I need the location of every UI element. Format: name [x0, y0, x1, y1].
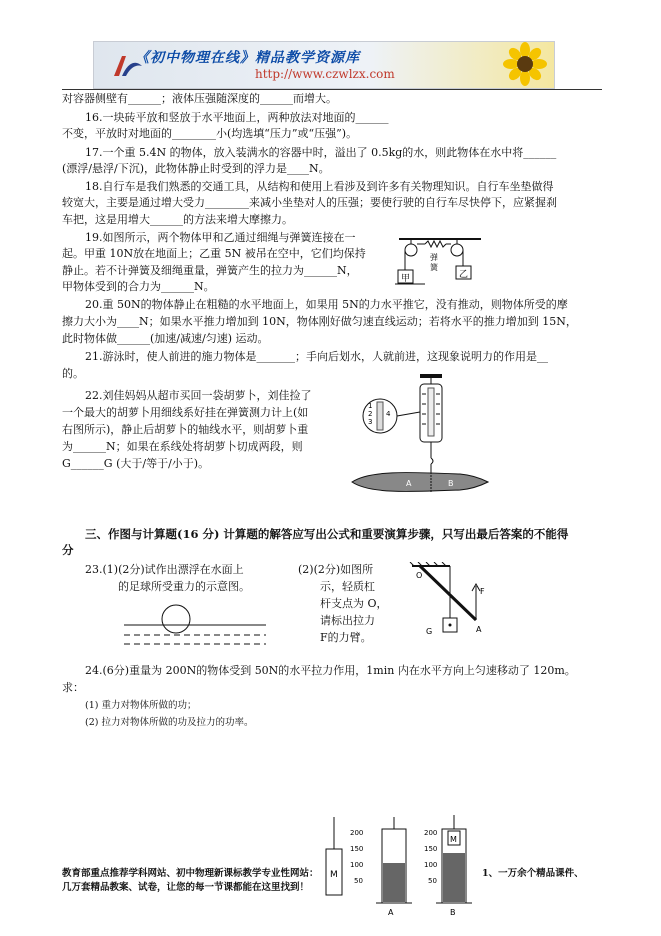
label-spring-1: 弹 [430, 253, 438, 262]
carrot-label-b: B [448, 479, 454, 488]
question-17-line2: (漂浮/悬浮/下沉)，此物体静止时受到的浮力是____N。 [62, 162, 330, 175]
tick-a-200: 200 [350, 829, 364, 837]
cylinder-a [350, 817, 412, 917]
banner-title: 《初中物理在线》精品教学资源库 [135, 50, 360, 66]
spring-pulley-figure [395, 236, 485, 288]
label-spring-2: 簧 [430, 263, 438, 272]
question-20-line2: 擦力大小为____N；如果水平推力增加到 10N，物体刚好做匀速直线运动；若将水平的推力增加到 15N， [62, 315, 577, 328]
carrot-shape [352, 472, 488, 491]
header-rule [62, 89, 602, 90]
label-o: O [416, 571, 423, 580]
label-jia: 甲 [401, 274, 411, 284]
question-24-line4: (2) 拉力对物体所做的功及拉力的功率。 [85, 717, 254, 728]
question-16-line2: 不变，平放时对地面的________小(均选填“压力”或“压强”)。 [62, 127, 358, 140]
question-19-line1: 19.如图所示，两个物体甲和乙通过细绳与弹簧连接在一 [85, 231, 356, 244]
question-24-line1: 24.(6分)重量为 200N的物体受到 50N的水平拉力作用，1min 内在水平方向上匀速移动了 120m。 [85, 664, 576, 677]
scale-num-2: 2 [368, 410, 373, 418]
question-22-line5: G______G (大于/等于/小于)。 [62, 457, 210, 470]
question-16-line1: 16.一块砖平放和竖放于水平地面上，两种放法对地面的______ [85, 111, 389, 124]
question-18-line3: 车把，这是用增大______的方法来增大摩擦力。 [62, 213, 293, 226]
question-18-line1: 18.自行车是我们熟悉的交通工具，从结构和使用上看涉及到许多有关物理知识。自行车坐垫做得 [85, 180, 554, 193]
label-cylinder-a: A [388, 908, 394, 917]
tick-b-200: 200 [424, 829, 438, 837]
question-23-2-line2: 示，轻质杠 [320, 580, 375, 593]
tick-b-150: 150 [424, 845, 438, 853]
question-22-line4: 为______N；如果在系线处将胡萝卜切成两段，则 [62, 440, 303, 453]
label-yi: 乙 [459, 270, 469, 280]
scale-num-4: 4 [386, 410, 391, 418]
label-cylinder-b: B [450, 908, 456, 917]
tick-b-50: 50 [428, 877, 437, 885]
line-l1: 对容器侧壁有______；液体压强随深度的______而增大。 [62, 92, 337, 105]
question-19-line2: 起。甲重 10N放在地面上；乙重 5N 被吊在空中，它们均保持 [62, 247, 366, 260]
question-22-line3: 右图所示)，静止后胡萝卜的轴线水平，则胡萝卜重 [62, 423, 309, 436]
question-21-line2: 的。 [62, 367, 84, 380]
spring-scale-figure [350, 374, 490, 498]
scale-num-3: 3 [368, 418, 373, 426]
ball-icon [162, 605, 190, 633]
tick-a-100: 100 [350, 861, 364, 869]
question-23-2-line5: F的力臂。 [320, 631, 372, 644]
label-g: G [426, 627, 433, 636]
tick-a-50: 50 [354, 877, 363, 885]
label-m-left: M [330, 870, 338, 880]
question-23-line1: 23.(1)(2分)试作出漂浮在水面上 [85, 563, 244, 576]
banner-url[interactable]: http://www.czwlzx.com [255, 67, 395, 81]
section-3-heading: 三、作图与计算题(16 分) 计算题的解答应写出公式和重要演算步骤，只写出最后答案的不能得 [85, 527, 569, 541]
cylinder-b [424, 815, 472, 917]
label-m-right: M [450, 835, 457, 844]
question-19-line4: 甲物体受到的合力为______N。 [62, 280, 215, 293]
pulley-right-icon [451, 244, 463, 256]
question-24-line3: (1) 重力对物体所做的功； [85, 700, 197, 711]
cylinders-figure [320, 815, 480, 919]
question-23-2-line3: 杆支点为 O， [320, 597, 388, 610]
question-21-line1: 21.游泳时，使人前进的施力物体是_______；手向后划水，人就前进，这现象说明力的作用是__ [85, 350, 548, 363]
lever-figure [406, 562, 496, 648]
scale-num-1: 1 [368, 402, 373, 410]
question-20-line3: 此时物体做______(加速/减速/匀速) 运动。 [62, 332, 269, 345]
question-22-line2: 一个最大的胡萝卜用细线系好挂在弹簧测力计上(如 [62, 406, 309, 419]
question-23-line2: 的足球所受重力的示意图。 [118, 580, 250, 593]
tick-a-150: 150 [350, 845, 364, 853]
label-f: F [480, 587, 485, 596]
question-19-line3: 静止。若不计弹簧及细绳重量，弹簧产生的拉力为______N， [62, 264, 358, 277]
spring-icon [425, 241, 446, 247]
sunflower-icon [498, 42, 552, 86]
carrot-label-a: A [406, 479, 412, 488]
floating-ball-figure [120, 602, 270, 650]
question-18-line2: 较宽大，主要是通过增大受力________来减小坐垫对人的压强；要使行驶的自行车尽快停下，应紧握刹 [62, 196, 557, 209]
footer-line2: 几万套精品教案、试卷，让您的每一节课都能在这里找到！ [62, 882, 310, 893]
footer-line3: 1、一万余个精品课件、 [482, 868, 584, 879]
pulley-left-icon [405, 244, 417, 256]
question-24-line2: 求： [62, 681, 84, 694]
question-23-2-line4: 请标出拉力 [320, 614, 375, 627]
section-3-heading-cont: 分 [62, 543, 74, 557]
question-22-line1: 22.刘佳妈妈从超市买回一袋胡萝卜，刘佳捡了 [85, 389, 312, 402]
question-23-2-line1: (2)(2分)如图所 [298, 563, 374, 576]
footer-line1: 教育部重点推荐学科网站、初中物理新课标教学专业性网站： [62, 868, 319, 879]
question-20-line1: 20.重 50N的物体静止在粗糙的水平地面上，如果用 5N的力水平推它，没有推动，则物体所受的摩 [85, 298, 568, 311]
tick-b-100: 100 [424, 861, 438, 869]
label-a: A [476, 625, 482, 634]
question-17-line1: 17.一个重 5.4N 的物体，放入装满水的容器中时，溢出了 0.5kg的水，则此物体在水中将______ [85, 146, 557, 159]
lever-bar [420, 566, 476, 620]
